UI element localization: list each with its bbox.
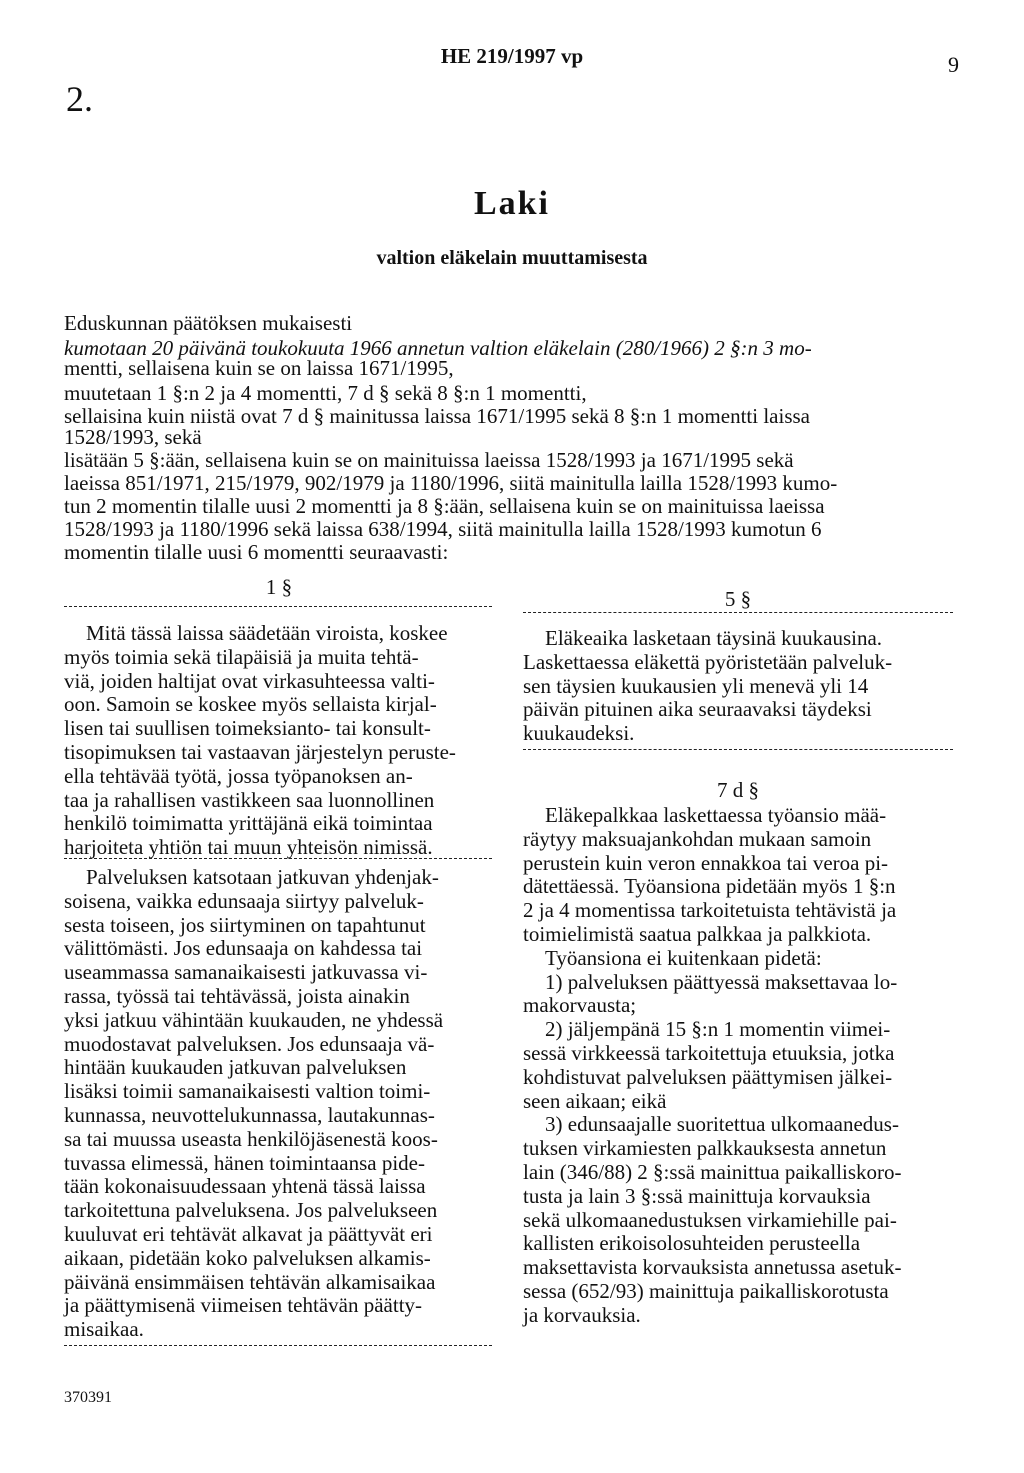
text-line: 2 ja 4 momentissa tarkoitetuista tehtävistä ja [523, 898, 897, 923]
section-number: 2. [66, 79, 93, 119]
intro-line: sellaisina kuin niistä ovat 7 d § mainitussa laissa 1671/1995 sekä 8 §:n 1 momentti laissa [64, 404, 810, 428]
text-line: Eläkeaika lasketaan täysinä kuukausina. [545, 626, 883, 650]
text-line: kunnassa, neuvottelukunnassa, lautakunnas- [64, 1102, 435, 1127]
text-line: maksettavista korvauksista annetussa asetuk- [523, 1255, 902, 1280]
section-divider [523, 749, 953, 750]
text-line: tusta ja lain 3 §:ssä mainittuja korvauksia [523, 1183, 871, 1208]
text-line: makorvausta; [523, 993, 637, 1018]
footer-code: 370391 [64, 1389, 112, 1406]
text-line: oon. Samoin se koskee myös sellaista kirjal- [64, 692, 437, 717]
text-line: ja päättymisenä viimeisen tehtävän päätty- [64, 1293, 423, 1318]
text-line: myös toimia sekä tilapäisiä ja muita tehtä- [64, 644, 419, 669]
law-subtitle: valtion eläkelain muuttamisesta [376, 247, 648, 269]
text-line: Palveluksen katsotaan jatkuvan yhdenjak- [86, 865, 439, 889]
section-5-text [523, 627, 963, 746]
text-line: ella tehtävää työtä, jossa työpanoksen an- [64, 763, 413, 788]
intro-line-text: kumotaan 20 päivänä toukokuuta 1966 annetun valtion eläkelain (280/1966) 2 §:n 3 mo- [64, 336, 812, 360]
section-divider [64, 606, 492, 607]
text-line: 2) jäljempänä 15 §:n 1 momentin viimei- [545, 1017, 891, 1042]
text-line: tään kokonaisuudessaan yhtenä tässä laissa [64, 1174, 426, 1199]
text-line: kuukaudeksi. [523, 721, 635, 746]
text-line: kohdistuvat palveluksen päättymisen jälkei- [523, 1064, 893, 1089]
text-line: toimielimistä saatua palkkaa ja palkkiota. [523, 921, 872, 946]
text-line: hintään kuukauden jatkuvan palveluksen [64, 1055, 407, 1080]
section-divider [64, 1345, 492, 1346]
text-line: tarkoitettuna palveluksena. Jos palvelukseen [64, 1198, 438, 1223]
page-number: 9 [948, 52, 959, 77]
text-line: rassa, työssä tai tehtävässä, joista ainakin [64, 983, 410, 1008]
text-line: räytyy maksuajankohdan mukaan samoin [523, 826, 872, 851]
text-line: aikaan, pidetään koko palveluksen alkamis- [64, 1245, 431, 1270]
intro-line: Eduskunnan päätöksen mukaisesti [64, 311, 353, 335]
text-line: Laskettaessa eläkettä pyöristetään palveluk- [523, 649, 893, 674]
section-divider [64, 858, 492, 859]
text-line: viä, joiden haltijat ovat virkasuhteessa valti- [64, 668, 435, 693]
text-line: sa tai muussa useasta henkilöjäsenestä koos- [64, 1126, 438, 1151]
text-line: lisäksi toimii samanaikaisesti valtion toimi- [64, 1079, 431, 1104]
intro-line: laeissa 851/1971, 215/1979, 902/1979 ja 1180/1996, siitä mainitulla lailla 1528/1993 kumo- [64, 471, 838, 495]
text-line: lisen tai suullisen toimeksianto- tai konsult- [64, 716, 431, 741]
text-line: soisena, vaikka edunsaaja siirtyy palveluk- [64, 888, 424, 913]
section-7d-text [523, 804, 963, 1328]
intro-line: lisätään 5 §:ään, sellaisena kuin se on mainituissa laeissa 1528/1993 ja 1671/1995 sekä [64, 448, 794, 472]
section-1-paragraph-1 [64, 622, 494, 860]
intro-line: 1528/1993 ja 1180/1996 sekä laissa 638/1994, siitä mainitulla lailla 1528/1993 kumotun 6 [64, 517, 822, 541]
text-line: lain (346/88) 2 §:ssä mainittua paikalliskoro- [523, 1159, 902, 1184]
text-line: harjoiteta yhtiön tai muun yhteisön nimissä. [64, 835, 433, 860]
text-line: sesta toiseen, jos siirtyminen on tapahtunut [64, 912, 426, 937]
text-line: misaikaa. [64, 1317, 144, 1342]
intro-line: 1528/1993, sekä [64, 425, 202, 449]
intro-line: muutetaan 1 §:n 2 ja 4 momentti, 7 d § sekä 8 §:n 1 momentti, [64, 381, 587, 405]
text-line: sekä ulkomaanedustuksen virkamiehille pai- [523, 1207, 897, 1232]
text-line: yksi jatkuu vähintään kuukauden, ne yhdessä [64, 1007, 444, 1032]
text-line: välittömästi. Jos edunsaaja on kahdessa tai [64, 936, 423, 961]
text-line: Mitä tässä laissa säädetään viroista, koskee [86, 621, 448, 645]
text-line: seen aikaan; eikä [523, 1088, 667, 1113]
section-divider [523, 612, 953, 613]
text-line: päivän pituinen aika seuraavaksi täydeksi [523, 697, 872, 722]
text-line: taa ja rahallisen vastikkeen saa luonnollinen [64, 787, 435, 812]
text-line: 1) palveluksen päättyessä maksettavaa lo- [545, 969, 898, 994]
intro-line: tun 2 momentin tilalle uusi 2 momentti ja 8 §:ään, sellaisena kuin se on mainituissa laeissa [64, 494, 825, 518]
section-1-paragraph-2 [64, 866, 494, 1342]
text-line: muodostavat palveluksen. Jos edunsaaja vä- [64, 1031, 435, 1056]
text-line: Työansiona ei kuitenkaan pidetä: [545, 945, 822, 970]
section-7d-heading: 7 d § [717, 778, 759, 802]
document-header-title: HE 219/1997 vp [440, 44, 584, 68]
text-line: päivänä ensimmäisen tehtävän alkamisaikaa [64, 1269, 436, 1294]
text-line: tuvassa elimessä, hänen toimintaansa pide- [64, 1150, 425, 1175]
text-line: tuksen virkamiesten palkkauksesta annetun [523, 1136, 887, 1161]
text-line: ja korvauksia. [523, 1302, 641, 1327]
text-line: tisopimuksen tai vastaavan järjestelyn peruste- [64, 739, 456, 764]
text-line: useammassa samanaikaisesti jatkuvassa vi- [64, 960, 428, 985]
text-line: kallisten erikoisolosuhteiden perusteella [523, 1231, 861, 1256]
text-line: henkilö toimimatta yrittäjänä eikä toimintaa [64, 811, 433, 836]
section-1-heading: 1 § [265, 575, 293, 599]
intro-line: mentti, sellaisena kuin se on laissa 1671/1995, [64, 356, 454, 380]
law-title: Laki [473, 185, 551, 222]
text-line: perustein kuin veron ennakkoa tai veroa pi- [523, 850, 889, 875]
intro-line: momentin tilalle uusi 6 momentti seuraavasti: [64, 540, 449, 564]
text-line: dätettäessä. Työansiona pidetään myös 1 §:n [523, 874, 896, 899]
text-line: Eläkepalkkaa laskettaessa työansio mää- [545, 803, 887, 827]
text-line: sessa (652/93) mainittuja paikalliskorotusta [523, 1278, 889, 1303]
text-line: sen täysien kuukausien yli menevä yli 14 [523, 673, 869, 698]
text-line: sessä virkkeessä tarkoitettuja etuuksia, jotka [523, 1040, 895, 1065]
text-line: kuuluvat eri tehtävät alkavat ja päättyvät eri [64, 1221, 433, 1246]
section-5-heading: 5 § [724, 587, 752, 611]
text-line: 3) edunsaajalle suoritettua ulkomaanedus- [545, 1112, 899, 1137]
